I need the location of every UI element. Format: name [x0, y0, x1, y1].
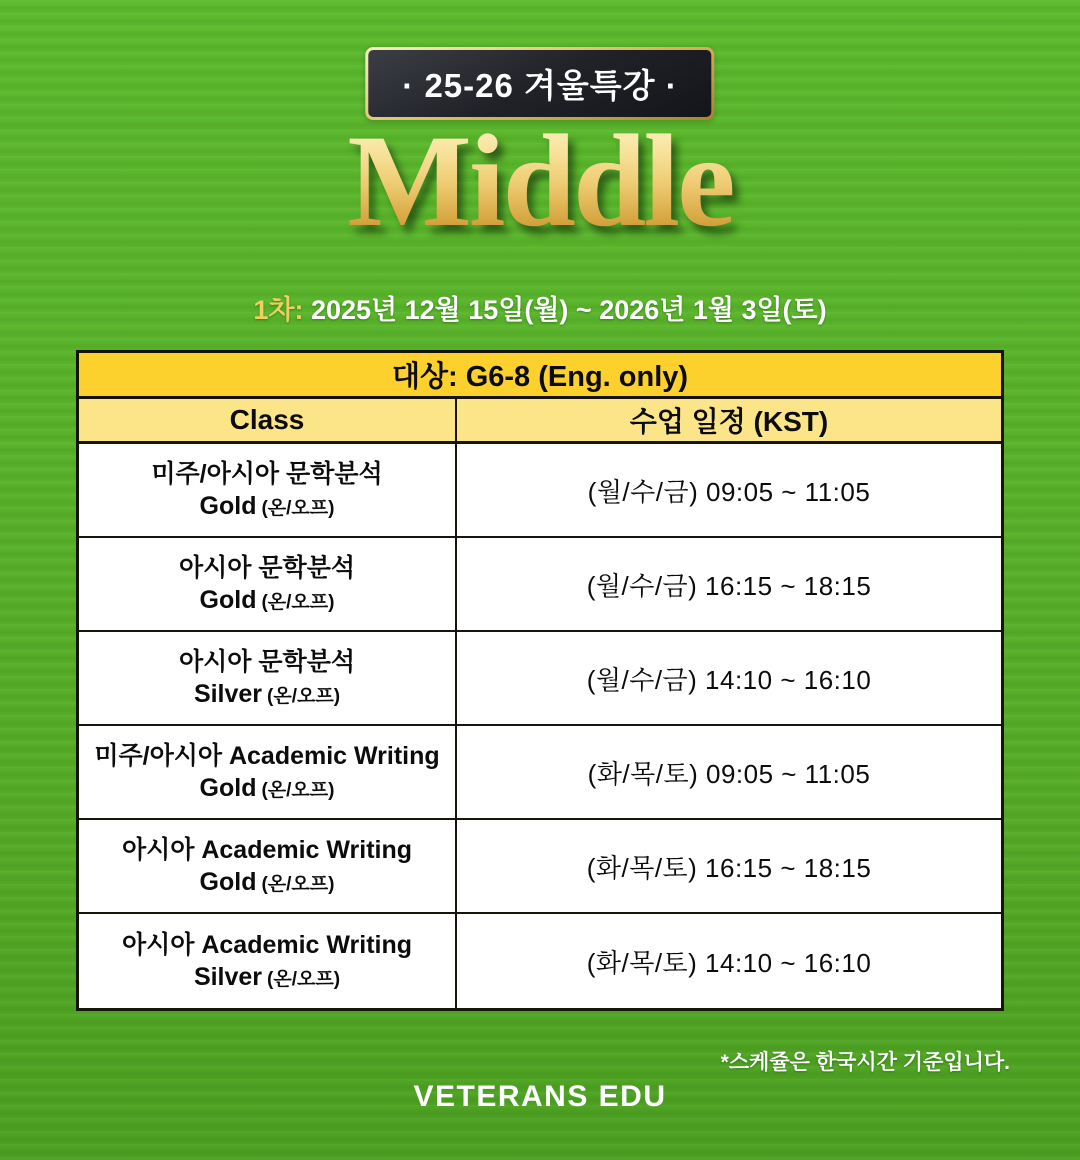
- class-cell: [79, 726, 457, 818]
- class-tier: Gold: [199, 774, 257, 802]
- column-header-schedule: 수업 일정 (KST): [629, 406, 829, 437]
- page-title: Middle: [0, 112, 1080, 251]
- class-tier: Silver: [193, 963, 263, 991]
- class-mode: (온/오프): [261, 780, 335, 801]
- class-mode: (온/오프): [267, 969, 341, 990]
- class-cell: [79, 444, 457, 536]
- class-name: 아시아 Academic Writing: [121, 930, 413, 959]
- class-name: 아시아 문학분석: [179, 553, 355, 582]
- schedule-cell: (화/목/토) 16:15 ~ 18:15: [586, 852, 872, 883]
- schedule-cell: (월/수/금) 14:10 ~ 16:10: [586, 664, 872, 695]
- class-cell: [79, 820, 457, 912]
- class-tier-line: [200, 866, 335, 899]
- class-name: 아시아 문학분석: [179, 647, 355, 676]
- class-mode: (온/오프): [261, 498, 335, 519]
- schedule-table: [76, 350, 1004, 1011]
- target-header-row: [79, 353, 1001, 399]
- class-cell: [79, 632, 457, 724]
- class-name: 아시아 Academic Writing: [121, 835, 413, 864]
- class-name: 미주/아시아 Academic Writing: [94, 741, 440, 770]
- column-header-row: [79, 399, 1001, 444]
- class-cell: [79, 538, 457, 630]
- season-badge-label: · 25-26 겨울특강 ·: [402, 67, 678, 104]
- class-cell: [79, 914, 457, 1008]
- class-mode: (온/오프): [267, 686, 341, 707]
- brand-name: VETERANS EDU: [413, 1080, 667, 1113]
- class-tier-line: [194, 961, 340, 994]
- timezone-note: *스케쥴은 한국시간 기준입니다.: [720, 1051, 1010, 1074]
- session-dates: 2025년 12월 15일(월) ~ 2026년 1월 3일(토): [303, 295, 827, 325]
- class-tier: Gold: [199, 586, 257, 614]
- table-row: [79, 914, 1001, 1008]
- table-row: [79, 820, 1001, 914]
- class-tier-line: [200, 772, 335, 805]
- class-tier: Silver: [193, 680, 263, 708]
- class-tier-line: [194, 678, 340, 711]
- table-row: [79, 726, 1001, 820]
- class-mode: (온/오프): [261, 592, 335, 613]
- column-header-class: Class: [79, 399, 457, 441]
- class-name: 미주/아시아 문학분석: [151, 459, 383, 488]
- session-date-line: [0, 288, 1080, 327]
- class-tier: Gold: [199, 492, 257, 520]
- table-row: [79, 444, 1001, 538]
- table-row: [79, 538, 1001, 632]
- class-mode: (온/오프): [261, 874, 335, 895]
- session-number: 1차:: [253, 295, 304, 325]
- target-header: 대상: G6-8 (Eng. only): [391, 361, 689, 393]
- schedule-cell: (월/수/금) 16:15 ~ 18:15: [586, 570, 872, 601]
- class-tier-line: [200, 490, 335, 523]
- schedule-cell: (화/목/토) 09:05 ~ 11:05: [587, 758, 871, 789]
- class-tier: Gold: [199, 868, 257, 896]
- schedule-cell: (화/목/토) 14:10 ~ 16:10: [586, 947, 872, 978]
- schedule-cell: (월/수/금) 09:05 ~ 11:05: [587, 476, 871, 507]
- class-tier-line: [200, 584, 335, 617]
- table-row: [79, 632, 1001, 726]
